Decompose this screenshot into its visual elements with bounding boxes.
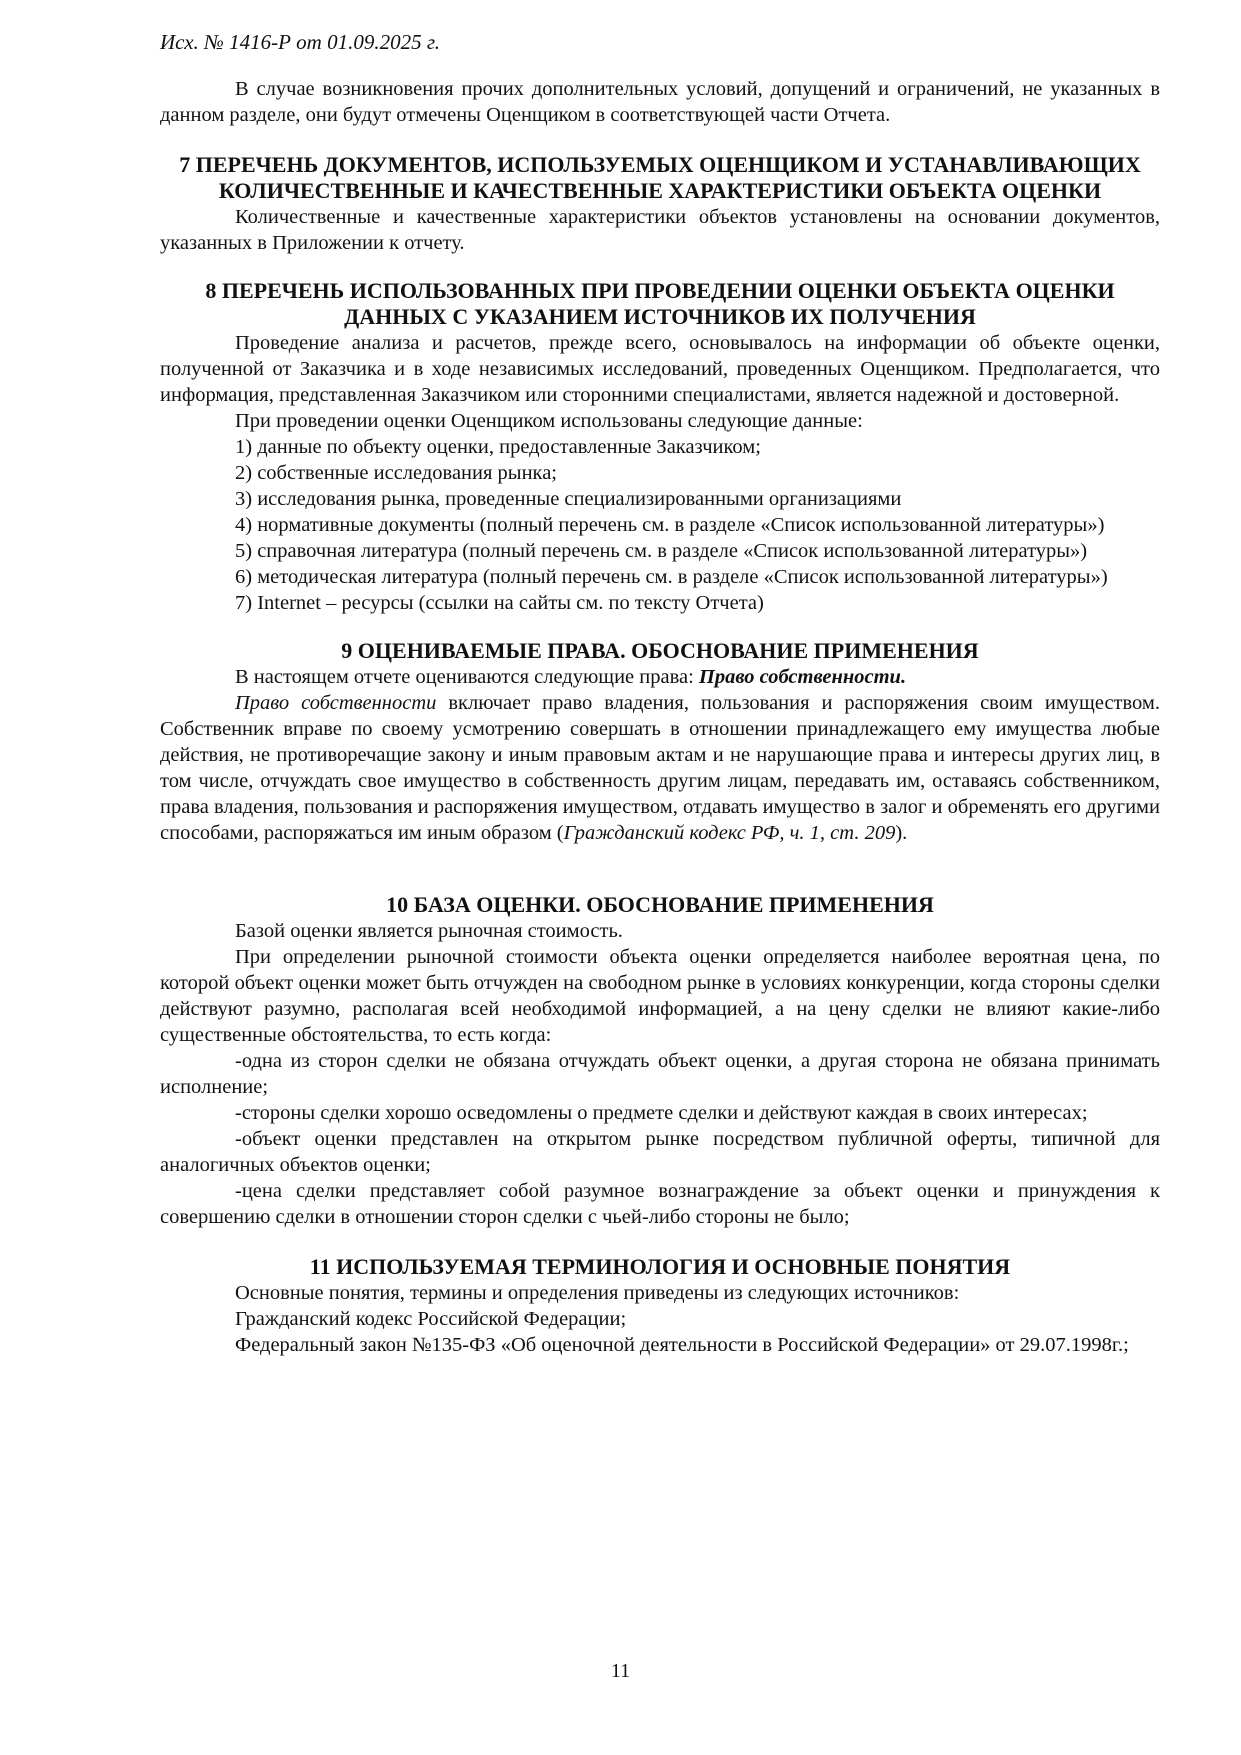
section-8-paragraph-2: При проведении оценки Оценщиком использованы следующие данные: [235, 410, 863, 432]
ownership-right-definition: включает право владения, пользования и распоряжения своим имуществом. Собственник вправе по своему усмотрению совершать в отношении принадлежащего ему имущества любые действия, не противоречащие закону и иным правовым актам и не нарушающие права и интересы других лиц, в том числе, отчуждать свое имущество в собственность другим лицам, передавать им, оставаясь собственником, права владения, пользования и распоряжения имуществом, отдавать имущество в залог и обременять его другими способами, распоряжаться им иным образом ( [160, 692, 1160, 844]
ownership-right-emphasis: Право собственности. [698, 666, 907, 688]
civil-code-citation: Гражданский кодекс РФ, ч. 1, ст. 209 [563, 822, 896, 844]
page-number: 11 [610, 1660, 631, 1682]
section-11-paragraph-2: Гражданский кодекс Российской Федерации; [235, 1308, 627, 1330]
section-10-paragraph-2: При определении рыночной стоимости объекта оценки определяется наиболее вероятная цена, по которой объект оценки может быть отчужден на свободном рынке в условиях конкуренции, когда стороны сделки действуют разумно, располагая всей необходимой информацией, а на цену сделки не влияют какие-либо существенные обстоятельства, то есть когда: [160, 946, 1160, 1046]
section-11-title: 11 ИСПОЛЬЗУЕМАЯ ТЕРМИНОЛОГИЯ И ОСНОВНЫЕ ПОНЯТИЯ [309, 1254, 1011, 1279]
list-item: -цена сделки представляет собой разумное вознаграждение за объект оценки и принуждения к совершению сделки в отношении сторон сделки с чьей-либо стороны не было; [160, 1180, 1160, 1228]
section-10-paragraph-1: Базой оценки является рыночная стоимость. [235, 920, 623, 942]
rights-lead-text: В настоящем отчете оцениваются следующие права: [235, 666, 699, 688]
section-7-paragraph: Количественные и качественные характеристики объектов установлены на основании документов, указанных в Приложении к отчету. [160, 206, 1160, 254]
list-item: 7) Internet – ресурсы (ссылки на сайты см. по тексту Отчета) [235, 592, 764, 614]
section-9-paragraph-2 [160, 690, 1160, 846]
list-item: 6) методическая литература (полный перечень см. в разделе «Список использованной литературы») [235, 566, 1108, 588]
section-10-title: 10 БАЗА ОЦЕНКИ. ОБОСНОВАНИЕ ПРИМЕНЕНИЯ [386, 892, 934, 917]
list-item: 4) нормативные документы (полный перечень см. в разделе «Список использованной литературы») [235, 514, 1105, 536]
list-item: -объект оценки представлен на открытом рынке посредством публичной оферты, типичной для аналогичных объектов оценки; [160, 1128, 1160, 1176]
list-item: 1) данные по объекту оценки, предоставленные Заказчиком; [235, 436, 761, 458]
intro-paragraph: В случае возникновения прочих дополнительных условий, допущений и ограничений, не указанных в данном разделе, они будут отмечены Оценщиком в соответствующей части Отчета. [160, 78, 1160, 126]
section-11-paragraph-1: Основные понятия, термины и определения приведены из следующих источников: [235, 1282, 960, 1304]
section-9-paragraph-1 [160, 664, 1160, 690]
section-8-title: 8 ПЕРЕЧЕНЬ ИСПОЛЬЗОВАННЫХ ПРИ ПРОВЕДЕНИИ ОЦЕНКИ ОБЪЕКТА ОЦЕНКИ ДАННЫХ С УКАЗАНИЕМ ИСТОЧНИКОВ ИХ ПОЛУЧЕНИЯ [205, 278, 1115, 329]
list-item: 3) исследования рынка, проведенные специализированными организациями [235, 488, 902, 510]
section-8-paragraph-1: Проведение анализа и расчетов, прежде всего, основывалось на информации об объекте оценки, полученной от Заказчика и в ходе независимых исследований, проведенных Оценщиком. Предполагается, что информация, представленная Заказчиком или сторонними специалистами, является надежной и достоверной. [160, 332, 1160, 406]
document-reference: Исх. № 1416-Р от 01.09.2025 г. [160, 30, 440, 54]
list-item: -стороны сделки хорошо осведомлены о предмете сделки и действуют каждая в своих интересах; [235, 1102, 1088, 1124]
citation-close: ). [895, 822, 908, 844]
list-item: 2) собственные исследования рынка; [235, 462, 557, 484]
section-7-title: 7 ПЕРЕЧЕНЬ ДОКУМЕНТОВ, ИСПОЛЬЗУЕМЫХ ОЦЕНЩИКОМ И УСТАНАВЛИВАЮЩИХ КОЛИЧЕСТВЕННЫЕ И КАЧЕСТВЕННЫЕ ХАРАКТЕРИСТИКИ ОБЪЕКТА ОЦЕНКИ [179, 152, 1141, 203]
page-content [160, 76, 1160, 1358]
list-item: 5) справочная литература (полный перечень см. в разделе «Список использованной литературы») [235, 540, 1088, 562]
section-9-title: 9 ОЦЕНИВАЕМЫЕ ПРАВА. ОБОСНОВАНИЕ ПРИМЕНЕНИЯ [341, 638, 979, 663]
section-11-paragraph-3: Федеральный закон №135-ФЗ «Об оценочной деятельности в Российской Федерации» от 29.07.1998г.; [235, 1334, 1129, 1356]
list-item: -одна из сторон сделки не обязана отчуждать объект оценки, а другая сторона не обязана принимать исполнение; [160, 1050, 1160, 1098]
ownership-right-term: Право собственности [235, 692, 437, 714]
